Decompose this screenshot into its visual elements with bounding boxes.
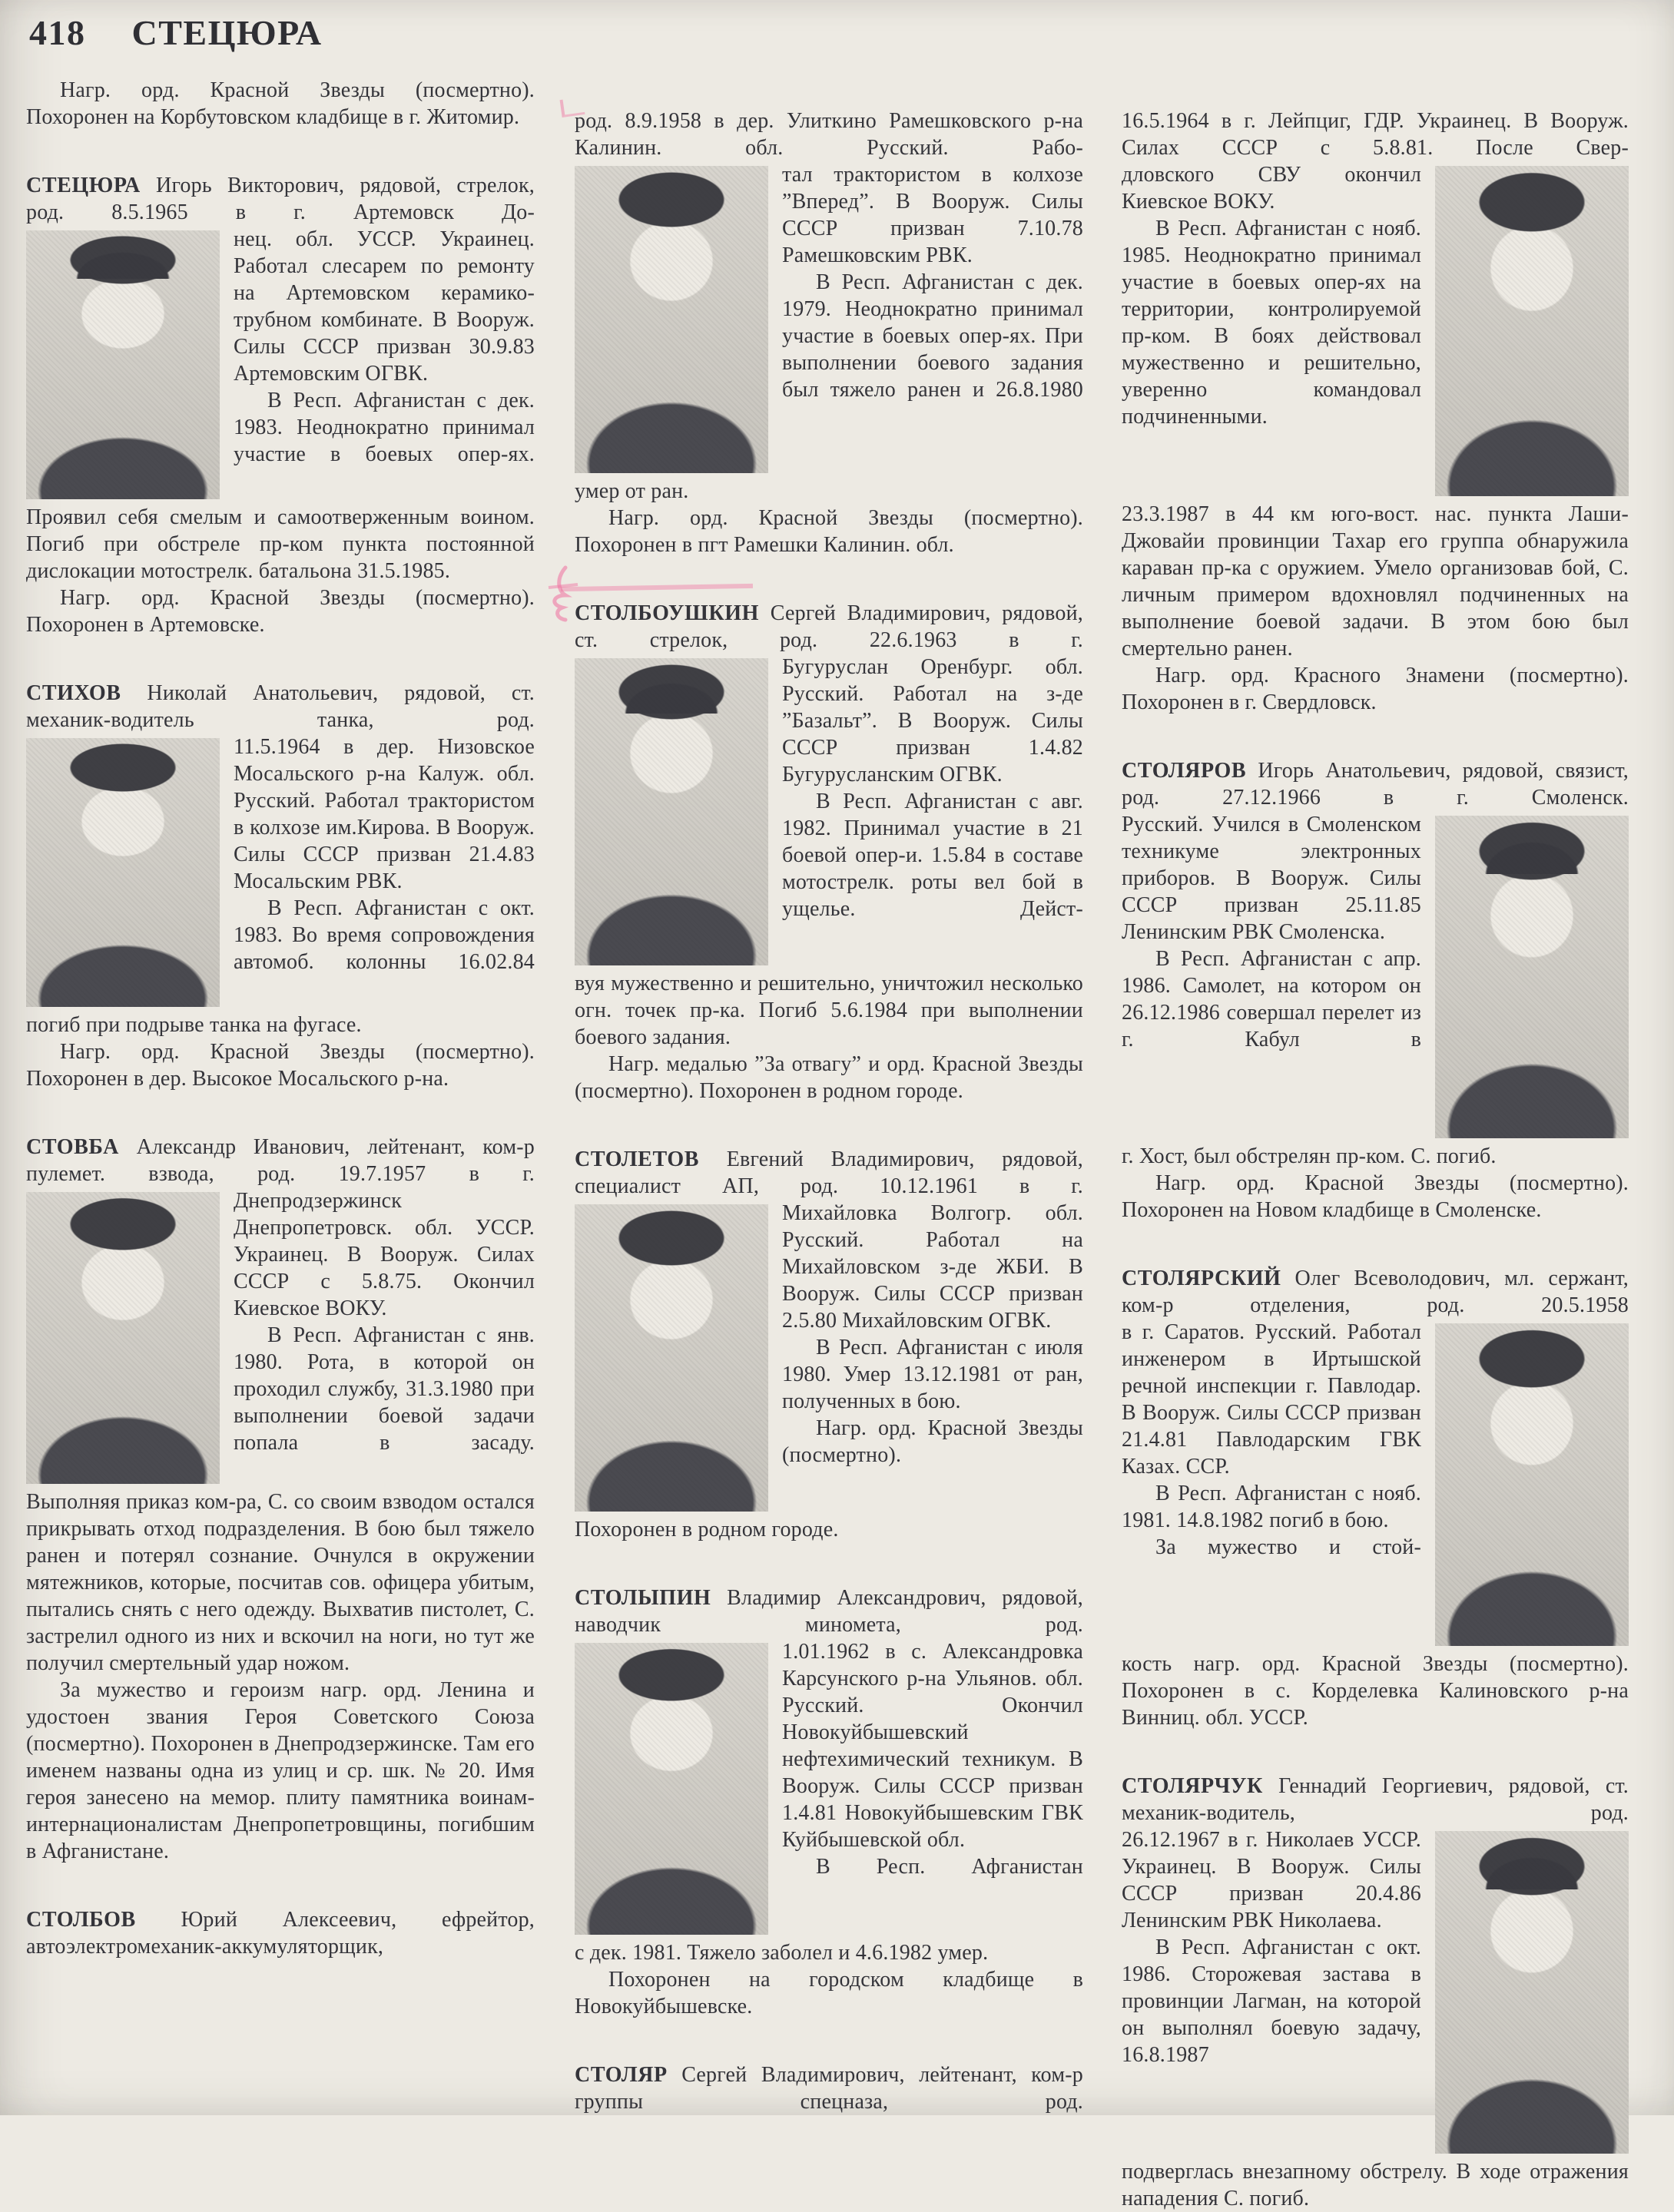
- entry-stolyar-partial: [575, 2061, 1083, 2115]
- entry-headword: СТОЛЯРОВ: [1122, 759, 1247, 783]
- entry-headword: СТЕЦЮРА: [26, 174, 141, 197]
- body-paragraph: подверглась внезапному обстрелу. В ходе отражения нападения С. погиб.: [1122, 2160, 1629, 2210]
- body-paragraph: Нагр. орд. Красной Звезды (посмертно). Похоронен в дер. Высокое Мосальского р-на.: [26, 1040, 535, 1091]
- body-paragraph: Выполняя приказ ком-ра, С. со своим взводом остался прикрывать отход подразделения. В бою был тяжело ранен и потерял сознание. Очнулся в окружении мятежников, которые, посчитав сов. офицера убитым, пытались снять с него одежду. Выхватив пистолет, С. застрелил одного из них и вскочил на ноги, но тут же получил смертельный удар ножом.: [26, 1490, 535, 1675]
- entry-stetsyura: [26, 172, 535, 638]
- entry-beside-text: [234, 733, 535, 975]
- entry-headword: СТИХОВ: [26, 681, 121, 705]
- body-paragraph: Михайловка Волгогр. обл. Русский. Работал на Михайловском з-де ЖБИ. В Вооруж. Силы СССР призван 2.5.80 Михайловским ОГВК.: [782, 1201, 1083, 1333]
- stoletov-portrait-photo: [575, 1204, 768, 1512]
- entry-lead: [26, 172, 535, 226]
- entry-photo-row: [575, 161, 1083, 478]
- entry-beside-text: [1122, 1826, 1421, 2068]
- body-paragraph: дловского СВУ окончил Киевское ВОКУ.: [1122, 163, 1421, 214]
- body-paragraph: вуя мужественно и решительно, уничтожил несколько огн. точек пр-ка. Погиб 5.6.1984 при выполнении боевого задания.: [575, 972, 1083, 1049]
- entry-photo-row: [575, 1200, 1083, 1516]
- entry-headword: СТОВБА: [26, 1135, 119, 1159]
- entry-photo-row: [575, 1638, 1083, 1939]
- body-paragraph: г. Хост, был обстрелян пр-ком. С. погиб.: [1122, 1144, 1497, 1168]
- entry-stikhov: [26, 680, 535, 1092]
- body-paragraph: умер от ран.: [575, 479, 689, 503]
- entry-headword: СТОЛЯРЧУК: [1122, 1774, 1263, 1798]
- entry-beside-text: [1122, 811, 1421, 1053]
- entry-beside-text: [234, 226, 535, 468]
- entry-beside-text: [234, 1187, 535, 1456]
- entry-lead-text: Юрий Алексеевич, ефрейтор, автоэлектромеханик-аккумуляторщик,: [26, 1908, 535, 1959]
- entry-lead-text: Евгений Владимирович, рядовой, специалист АП, род. 10.12.1961 в г.: [575, 1147, 1083, 1198]
- entry-continuation-stolyar: [1122, 108, 1629, 716]
- entry-lead: [1122, 1773, 1629, 1826]
- entry-stolyarov: [1122, 757, 1629, 1224]
- body-paragraph: 11.5.1964 в дер. Низовское Мосальского р-на Калуж. обл. Русский. Работал трактористом в колхозе им.Кирова. В Вооруж. Силы СССР призван 21.4.83 Мосальским РВК.: [234, 735, 535, 893]
- entry-photo-row: [575, 654, 1083, 970]
- body-paragraph: тал трактористом в колхозе ”Вперед”. В Вооруж. Силы СССР призван 7.10.78 Рамешковским РВК.: [782, 163, 1083, 267]
- stolypin-portrait-photo: [575, 1643, 768, 1935]
- body-paragraph: Нагр. орд. Красной Звезды (посмертно). Похоронен в Артемовске.: [26, 586, 535, 637]
- entry-lead: [26, 1134, 535, 1187]
- entry-continuation-stetsyura: [26, 77, 535, 131]
- entry-beside-text: [782, 1638, 1083, 1880]
- entry-headword: СТОЛБОВ: [26, 1908, 136, 1932]
- body-paragraph: Русский. Учился в Смоленском техникуме электронных приборов. В Вооруж. Силы СССР призван 25.11.85 Ленинским РВК Смоленска.: [1122, 813, 1421, 944]
- page-number: 418: [29, 13, 86, 52]
- stikhov-portrait-photo: [26, 738, 220, 1007]
- entry-lead: [575, 1146, 1083, 1200]
- body-paragraph: Похоронен в родном городе.: [575, 1518, 839, 1541]
- body-paragraph: В Респ. Афганистан с окт. 1983. Во время сопровождения автомоб. колонны 16.02.84: [234, 896, 535, 974]
- body-paragraph: За мужество и героизм нагр. орд. Ленина и удостоен звания Героя Советского Союза (посмертно). Похоронен в Днепродзержинске. Там его именем названы одна из улиц и ср. шк. № 20. Имя героя занесено на мемор. плиту памятника воинам-интернационалистам Днепропетровщины, погибшим в Афганистане.: [26, 1678, 535, 1863]
- body-paragraph: В Респ. Афганистан с окт. 1986. Сторожевая застава в провинции Лагман, на которой он выполнял боевую задачу, 16.8.1987: [1122, 1936, 1421, 2067]
- entry-headword: СТОЛЕТОВ: [575, 1147, 700, 1171]
- entry-photo-row: [1122, 1826, 1629, 2158]
- entry-lead: [575, 108, 1083, 161]
- body-paragraph: в г. Саратов. Русский. Работал инженером в Иртышской речной инспекции г. Павлодар. В Вооруж. Силы СССР призван 21.4.81 Павлодарским ГВК Казах. ССР.: [1122, 1320, 1421, 1479]
- stolboushkin-portrait-photo: [575, 658, 768, 965]
- stolbov-portrait-photo: [575, 166, 768, 473]
- stolyarchuk-portrait-photo: [1435, 1831, 1629, 2154]
- entry-photo-row: [1122, 811, 1629, 1143]
- entry-headword: СТОЛБОУШКИН: [575, 601, 760, 625]
- stetsyura-portrait-photo: [26, 230, 220, 499]
- body-paragraph: В Респ. Афганистан с дек. 1983. Неоднократно принимал участие в боевых опер-ях.: [234, 389, 535, 466]
- entry-beside-text: [782, 1200, 1083, 1469]
- column-right: [1122, 108, 1629, 2212]
- stolyarsky-portrait-photo: [1435, 1323, 1629, 1646]
- body-paragraph: 1.01.1962 в с. Александровка Карсунского р-на Ульянов. обл. Русский. Окончил Новокуйбышевский нефтехимический техникум. В Вооруж. Силы СССР призван 1.4.81 Новокуйбышевским ГВК Куйбышевской обл.: [782, 1640, 1083, 1852]
- entry-lead-text: Александр Иванович, лейтенант, ком-р пулемет. взвода, род. 19.7.1957 в г.: [26, 1135, 535, 1186]
- entry-lead: [26, 1906, 535, 1960]
- column-left: [26, 77, 535, 1960]
- entry-lead: [26, 680, 535, 733]
- body-paragraph: В Респ. Афганистан с янв. 1980. Рота, в которой он проходил службу, 31.3.1980 при выполнении боевой задачи попала в засаду.: [234, 1323, 535, 1455]
- entry-lead-text: Олег Всеволодович, мл. сержант, ком-р отделения, род. 20.5.1958: [1122, 1267, 1629, 1317]
- entry-lead-text: Игорь Викторович, рядовой, стрелок, род. 8.5.1965 в г. Артемовск До-: [26, 174, 535, 224]
- body-paragraph: В Респ. Афганистан с дек. 1979. Неоднократно принимал участие в боевых опер-ях. При выполнении боевого задания был тяжело ранен и 26.8.1980: [782, 270, 1083, 402]
- entry-lead-text: Сергей Владимирович, рядовой, ст. стрелок, род. 22.6.1963 в г.: [575, 601, 1083, 652]
- entry-continuation-stolbov: [575, 108, 1083, 558]
- entry-stoletov: [575, 1146, 1083, 1543]
- entry-beside-text: [782, 161, 1083, 403]
- body-paragraph: В Респ. Афганистан с нояб. 1985. Неоднократно принимал участие в боевых опер-ях на территории, контролируемой пр-ком. В боях действовал мужественно и решительно, уверенно командовал подчиненными.: [1122, 217, 1421, 429]
- entry-lead-text: Сергей Владимирович, лейтенант, ком-р группы спецназа, род.: [575, 2063, 1083, 2114]
- body-paragraph: Нагр. медалью ”За отвагу” и орд. Красной Звезды (посмертно). Похоронен в родном городе.: [575, 1052, 1083, 1103]
- page-headword: СТЕЦЮРА: [131, 13, 323, 52]
- stolyar-portrait-photo: [1435, 166, 1629, 496]
- body-paragraph: с дек. 1981. Тяжело заболел и 4.6.1982 умер.: [575, 1941, 989, 1965]
- body-paragraph: В Респ. Афганистан с апр. 1986. Самолет, на котором он 26.12.1986 совершал перелет из г. Кабул в: [1122, 947, 1421, 1051]
- entry-lead-text: 16.5.1964 в г. Лейпциг, ГДР. Украинец. В Вооруж. Силах СССР с 5.8.81. После Свер-: [1122, 109, 1629, 160]
- entry-lead: [575, 600, 1083, 654]
- column-middle: [575, 108, 1083, 2115]
- entry-lead: [1122, 108, 1629, 161]
- entry-stolboushkin: [575, 600, 1083, 1104]
- entry-lead-text: Геннадий Георгиевич, рядовой, ст. механик-водитель, род.: [1122, 1774, 1629, 1825]
- entry-lead: [1122, 757, 1629, 811]
- body-paragraph: кость нагр. орд. Красной Звезды (посмертно). Похоронен в с. Корделевка Калиновского р-на Винниц. обл. УССР.: [1122, 1652, 1629, 1730]
- body-paragraph: В Респ. Афганистан с нояб. 1981. 14.8.1982 погиб в бою.: [1122, 1482, 1421, 1532]
- page-header: [29, 12, 323, 53]
- entry-headword: СТОЛЫПИН: [575, 1586, 711, 1610]
- entry-stovba: [26, 1134, 535, 1865]
- entry-photo-row: [1122, 161, 1629, 501]
- body-paragraph: За мужество и стой-: [1155, 1535, 1421, 1559]
- body-paragraph: 23.3.1987 в 44 км юго-вост. нас. пункта Лаши-Джовайи провинции Тахар его группа обнаружила караван пр-ка с оружием. Умело организовав бой, С. личным примером вдохновлял подчиненных на выполнение боевой задачи. В этом бою был смертельно ранен.: [1122, 502, 1629, 661]
- entry-stolyarchuk: [1122, 1773, 1629, 2212]
- entry-stolyarsky: [1122, 1265, 1629, 1731]
- stolyarov-portrait-photo: [1435, 816, 1629, 1138]
- entry-lead: [575, 2061, 1083, 2115]
- entry-headword: СТОЛЯР: [575, 2063, 668, 2087]
- body-paragraph: Нагр. орд. Красной Звезды (посмертно). Похоронен на Новом кладбище в Смоленске.: [1122, 1171, 1629, 1222]
- entry-headword: СТОЛЯРСКИЙ: [1122, 1267, 1281, 1290]
- body-paragraph: Нагр. орд. Красной Звезды (посмертно).: [782, 1416, 1083, 1467]
- body-paragraph: Проявил себя смелым и самоотверженным воином. Погиб при обстреле пр-ком пункта постоянной дислокации мотострелк. батальона 31.5.1985.: [26, 505, 535, 583]
- entry-stolypin: [575, 1584, 1083, 2020]
- entry-photo-row: [26, 226, 535, 504]
- entry-lead-text: Владимир Александрович, рядовой, наводчик миномета, род.: [575, 1586, 1083, 1637]
- body-paragraph: 26.12.1967 в г. Николаев УССР. Украинец. В Вооруж. Силы СССР призван 20.4.86 Ленинским РВК Николаева.: [1122, 1828, 1421, 1932]
- entry-lead: [575, 1584, 1083, 1638]
- body-paragraph: погиб при подрыве танка на фугасе.: [26, 1013, 362, 1037]
- body-paragraph: Нагр. орд. Красной Звезды (посмертно). Похоронен в пгт Рамешки Калинин. обл.: [575, 506, 1083, 557]
- body-paragraph: Похоронен на городском кладбище в Новокуйбышевске.: [575, 1968, 1083, 2018]
- body-paragraph: Днепродзержинск Днепропетровск. обл. УССР. Украинец. В Вооруж. Силах СССР с 5.8.75. Окончил Киевское ВОКУ.: [234, 1189, 535, 1320]
- entry-lead-text: Николай Анатольевич, рядовой, ст. механик-водитель танка, род.: [26, 681, 535, 732]
- entry-photo-row: [26, 1187, 535, 1488]
- body-paragraph: нец. обл. УССР. Украинец. Работал слесарем по ремонту на Артемовском керамико-трубном комбинате. В Вооруж. Силы СССР призван 30.9.83 Артемовским ОГВК.: [234, 227, 535, 386]
- entry-photo-row: [26, 733, 535, 1012]
- stovba-portrait-photo: [26, 1192, 220, 1484]
- entry-beside-text: [782, 654, 1083, 922]
- body-paragraph: В Респ. Афганистан с авг. 1982. Принимал участие в 21 боевой опер-и. 1.5.84 в составе мотострелк. роты вел бой в ущелье. Дейст-: [782, 790, 1083, 921]
- entry-beside-text: [1122, 1319, 1421, 1561]
- entry-stolbov-partial: [26, 1906, 535, 1960]
- body-paragraph: Нагр. орд. Красной Звезды (посмертно). Похоронен на Корбутовском кладбище в г. Житомир.: [26, 78, 535, 129]
- body-paragraph: Бугуруслан Оренбург. обл. Русский. Работал на з-де ”Базальт”. В Вооруж. Силы СССР призван 1.4.82 Бугурусланским ОГВК.: [782, 655, 1083, 786]
- entry-lead-text: Игорь Анатольевич, рядовой, связист, род. 27.12.1966 в г. Смоленск.: [1122, 759, 1629, 810]
- body-paragraph: Нагр. орд. Красного Знамени (посмертно). Похоронен в г. Свердловск.: [1122, 664, 1629, 714]
- entry-lead-text: род. 8.9.1958 в дер. Улиткино Рамешковского р-на Калинин. обл. Русский. Рабо-: [575, 109, 1083, 160]
- body-paragraph: В Респ. Афганистан: [816, 1855, 1083, 1879]
- entry-photo-row: [1122, 1319, 1629, 1651]
- body-paragraph: В Респ. Афганистан с июля 1980. Умер 13.12.1981 от ран, полученных в бою.: [782, 1336, 1083, 1413]
- entry-beside-text: [1122, 161, 1421, 430]
- entry-lead: [1122, 1265, 1629, 1319]
